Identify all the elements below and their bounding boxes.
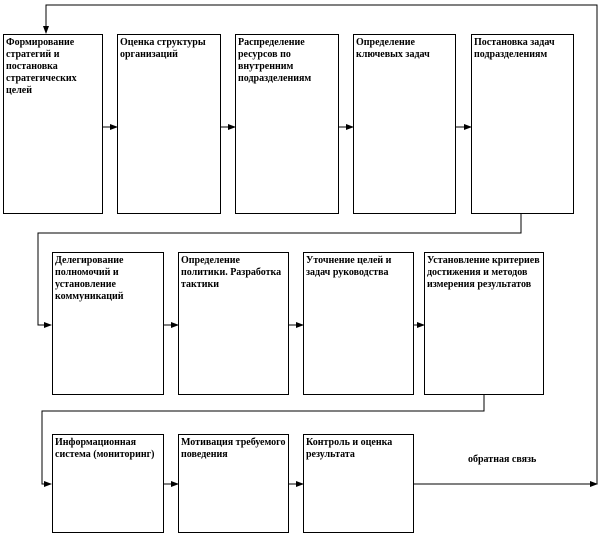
step-box-structure-assessment [117,34,221,214]
step-box-strategy [3,34,103,214]
step-box-delegation [52,252,164,395]
feedback-label: обратная связь [468,454,537,465]
step-box-control [303,434,414,533]
step-label: Информационная система (мониторинг) [55,437,155,460]
step-box-resource-allocation [235,34,339,214]
step-label: Формирование стратегий и постановка стратегических целей [6,37,77,96]
step-label: Мотивация требуемого поведения [181,437,286,460]
step-label: Оценка структуры организаций [120,37,206,60]
step-box-criteria [424,252,544,395]
step-label: Установление критериев достижения и методов измерения результатов [427,255,540,290]
step-label: Контроль и оценка результата [306,437,393,460]
step-label: Определение политики. Разработка тактики [181,255,282,290]
step-box-goal-refinement [303,252,414,395]
step-label: Распределение ресурсов по внутренним подразделениям [238,37,312,84]
step-box-policy-tactics [178,252,289,395]
step-label: Определение ключевых задач [356,37,430,60]
step-box-key-tasks [353,34,456,214]
step-label: Уточнение целей и задач руководства [306,255,392,278]
step-box-information-system [52,434,164,533]
step-box-task-assignment [471,34,574,214]
step-box-motivation [178,434,289,533]
step-label: Делегирование полномочий и установление коммуникаций [55,255,124,302]
step-label: Постановка задач подразделениям [474,37,555,60]
